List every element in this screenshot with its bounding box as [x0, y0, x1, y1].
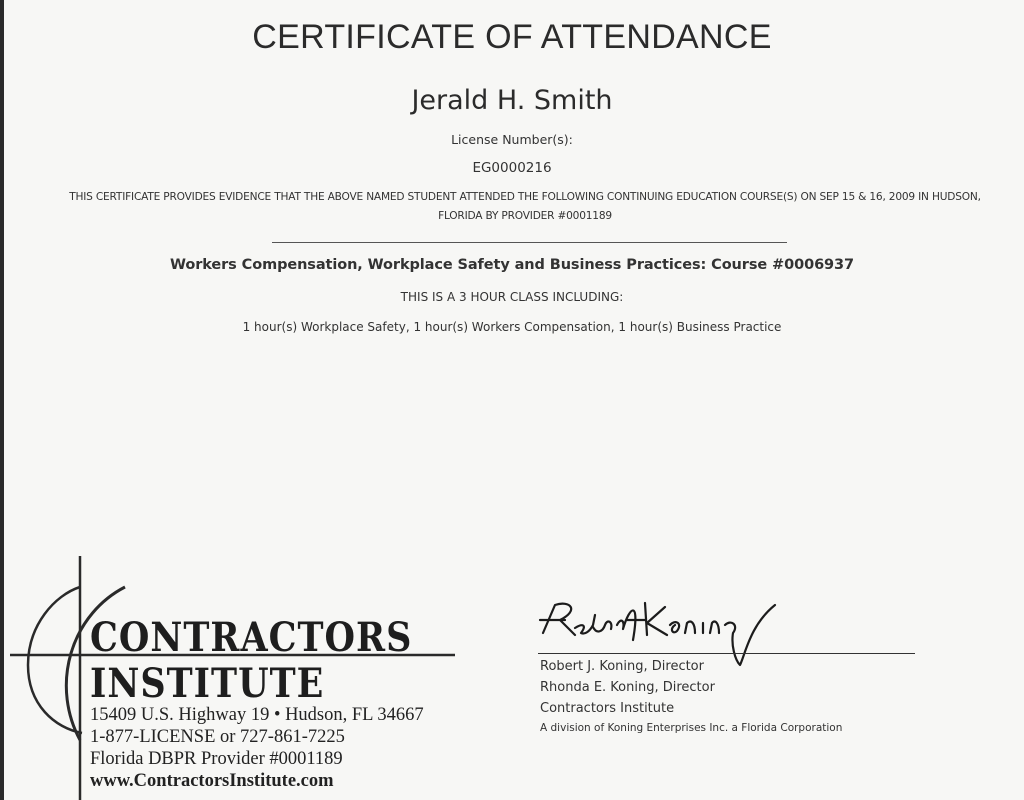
logo-word-institute: INSTITUTE: [90, 660, 325, 708]
license-number: EG0000216: [472, 160, 552, 176]
logo-word-contractors: CONTRACTORS: [90, 614, 413, 662]
contractors-institute-logo: [0, 550, 480, 800]
hours-detail: 1 hour(s) Workplace Safety, 1 hour(s) Workers Compensation, 1 hour(s) Business Practice: [242, 320, 782, 334]
signer-organization: Contractors Institute: [540, 701, 675, 716]
logo-provider: Florida DBPR Provider #0001189: [90, 749, 343, 769]
evidence-statement: THIS CERTIFICATE PROVIDES EVIDENCE THAT THE ABOVE NAMED STUDENT ATTENDED THE FOLLOWING CONTINUING EDUCATION COURSE(S) ON SEP 15 & 16, 2009 IN HUDSON, FLORIDA BY PROVIDER #0001189: [69, 191, 981, 222]
hours-heading: THIS IS A 3 HOUR CLASS INCLUDING:: [400, 290, 624, 304]
divider-line: [272, 242, 787, 243]
logo-address: 15409 U.S. Highway 19 • Hudson, FL 34667: [90, 705, 424, 725]
signer-rhonda: Rhonda E. Koning, Director: [540, 680, 715, 695]
division-statement: A division of Koning Enterprises Inc. a Florida Corporation: [540, 722, 843, 734]
logo-website: www.ContractorsInstitute.com: [90, 771, 334, 791]
logo-phone: 1-877-LICENSE or 727-861-7225: [90, 727, 345, 747]
student-name: Jerald H. Smith: [411, 85, 613, 116]
signer-robert: Robert J. Koning, Director: [540, 659, 704, 674]
certificate-title: CERTIFICATE OF ATTENDANCE: [252, 18, 772, 56]
course-title: Workers Compensation, Workplace Safety and Business Practices: Course #0006937: [169, 257, 855, 273]
signature-line: [538, 653, 915, 654]
license-label: License Number(s):: [451, 132, 573, 147]
